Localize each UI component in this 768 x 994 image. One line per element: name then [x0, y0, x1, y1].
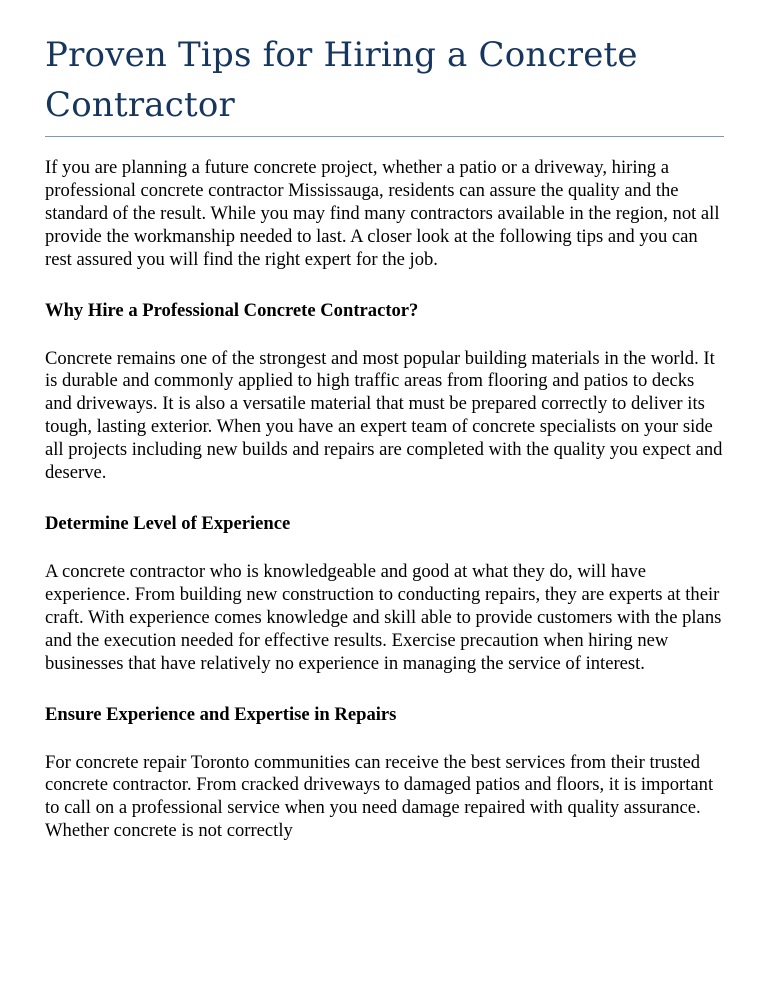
document-title: Proven Tips for Hiring a Concrete Contractor	[45, 30, 724, 137]
section-body-experience: A concrete contractor who is knowledgeable and good at what they do, will have experience. From building new construction to conducting repairs, they are experts at their craft. With experience comes knowledge and skill able to provide customers with the plans and the execution needed for effective results. Exercise precaution when hiring new businesses that have relatively no experience in managing the service of interest.	[45, 560, 722, 674]
intro-paragraph: If you are planning a future concrete project, whether a patio or a driveway, hiring a professional concrete contractor Mississauga, residents can assure the quality and the standard of the result. While you may find many contractors available in the region, not all provide the workmanship needed to last. A closer look at the following tips and you can rest assured you will find the right expert for the job.	[45, 157, 720, 270]
section-heading-why-hire: Why Hire a Professional Concrete Contractor?	[45, 299, 419, 321]
section-body-repairs: For concrete repair Toronto communities can receive the best services from their trusted concrete contractor. From cracked driveways to damaged patios and floors, it is important to call on a professional service when you need damage repaired with quality assurance. Whether concrete is not correctly	[45, 751, 714, 842]
document-page	[45, 30, 725, 843]
section-body-why-hire: Concrete remains one of the strongest and most popular building materials in the world. It is durable and commonly applied to high traffic areas from flooring and patios to decks and driveways. It is also a versatile material that must be prepared correctly to deliver its tough, lasting exterior. When you have an expert team of concrete specialists on your side all projects including new builds and repairs are completed with the quality you expect and deserve.	[45, 347, 723, 484]
section-heading-experience: Determine Level of Experience	[45, 512, 291, 534]
section-heading-repairs: Ensure Experience and Expertise in Repairs	[45, 703, 397, 725]
